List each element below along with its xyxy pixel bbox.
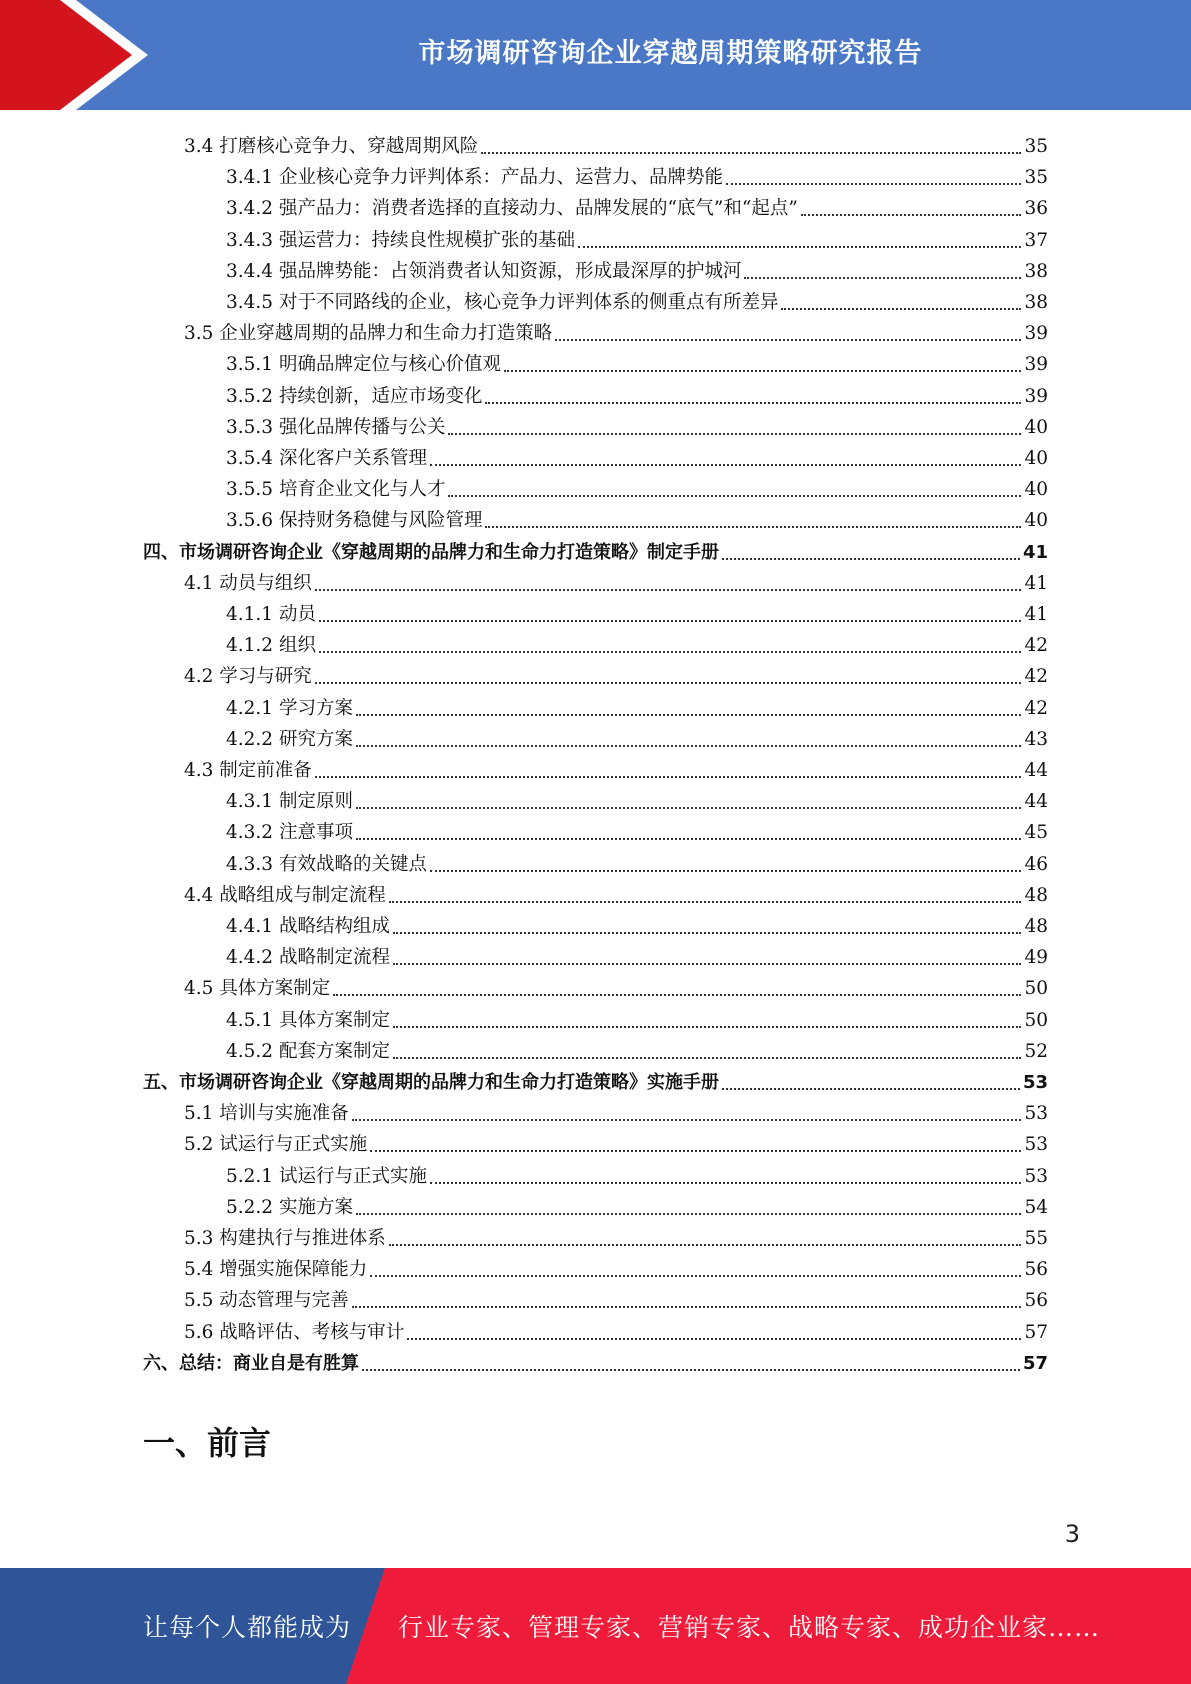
toc-entry[interactable] — [226, 1158, 1048, 1189]
toc-entry-title: 5.2.1 试运行与正式实施 — [226, 1165, 427, 1187]
toc-dot-leader — [722, 1082, 1020, 1090]
toc-dot-leader — [315, 583, 1022, 591]
toc-entry-page: 39 — [1024, 385, 1048, 407]
toc-entry[interactable] — [184, 565, 1048, 596]
page-header — [0, 0, 1191, 110]
toc-entry-title: 3.4.4 强品牌势能：占领消费者认知资源，形成最深厚的护城河 — [226, 260, 742, 282]
toc-dot-leader — [393, 1020, 1021, 1028]
footer-slogan-left: 让每个人都能成为 — [143, 1613, 352, 1642]
toc-entry-page: 48 — [1024, 884, 1048, 906]
toc-entry[interactable] — [226, 690, 1048, 721]
toc-entry-title: 4.3.1 制定原则 — [226, 791, 353, 813]
toc-entry-title: 4.2.1 学习方案 — [226, 697, 353, 719]
toc-dot-leader — [448, 427, 1021, 435]
toc-dot-leader — [726, 177, 1021, 185]
toc-entry[interactable] — [226, 159, 1048, 190]
toc-entry-title: 4.3.2 注意事项 — [226, 822, 353, 844]
toc-entry[interactable] — [184, 1220, 1048, 1251]
toc-entry[interactable] — [143, 1345, 1048, 1376]
toc-entry-title: 4.4.1 战略结构组成 — [226, 916, 390, 937]
toc-dot-leader — [485, 520, 1021, 528]
toc-entry-title: 3.5.1 明确品牌定位与核心价值观 — [226, 354, 501, 376]
toc-entry[interactable] — [143, 534, 1048, 565]
toc-entry[interactable] — [226, 627, 1048, 658]
toc-entry-page: 52 — [1024, 1040, 1048, 1062]
toc-entry-title: 六、总结：商业自是有胜算 — [143, 1352, 359, 1374]
toc-entry[interactable] — [226, 1189, 1048, 1220]
toc-dot-leader — [356, 739, 1022, 747]
toc-entry[interactable] — [226, 939, 1048, 970]
toc-dot-leader — [393, 957, 1021, 965]
toc-dot-leader — [356, 708, 1022, 716]
toc-entry-title: 3.4.2 强产品力：消费者选择的直接动力、品牌发展的“底气”和“起点” — [226, 198, 798, 220]
toc-dot-leader — [352, 1113, 1022, 1121]
toc-entry-title: 4.5.1 具体方案制定 — [226, 1009, 390, 1031]
toc-entry[interactable] — [226, 596, 1048, 627]
toc-entry-page: 39 — [1024, 354, 1048, 376]
toc-entry[interactable] — [184, 1314, 1048, 1345]
toc-entry-page: 42 — [1024, 697, 1048, 719]
toc-entry-page: 40 — [1024, 510, 1048, 532]
toc-entry[interactable] — [226, 1033, 1048, 1064]
toc-dot-leader — [430, 1176, 1021, 1184]
toc-entry-page: 41 — [1022, 541, 1048, 563]
toc-entry-page: 53 — [1024, 1103, 1048, 1125]
toc-entry[interactable] — [184, 315, 1048, 346]
toc-dot-leader — [485, 396, 1021, 404]
toc-entry-title: 4.4.2 战略制定流程 — [226, 947, 390, 969]
toc-entry-page: 42 — [1024, 635, 1048, 657]
toc-entry[interactable] — [184, 1282, 1048, 1313]
toc-dot-leader — [352, 1300, 1022, 1308]
toc-entry[interactable] — [226, 908, 1048, 939]
toc-entry-title: 4.3 制定前准备 — [184, 760, 312, 781]
toc-dot-leader — [356, 801, 1022, 809]
toc-entry-title: 5.6 战略评估、考核与审计 — [184, 1321, 405, 1343]
toc-entry-title: 3.5.4 深化客户关系管理 — [226, 448, 427, 469]
toc-dot-leader — [393, 926, 1021, 934]
toc-entry[interactable] — [226, 783, 1048, 814]
toc-dot-leader — [555, 333, 1021, 341]
toc-entry-title: 5.1 培训与实施准备 — [184, 1103, 349, 1125]
toc-entry[interactable] — [226, 471, 1048, 502]
toc-entry-page: 55 — [1024, 1228, 1048, 1249]
toc-entry-page: 37 — [1024, 229, 1048, 251]
toc-entry-title: 5.4 增强实施保障能力 — [184, 1259, 368, 1281]
toc-entry-title: 3.5.5 培育企业文化与人才 — [226, 479, 446, 501]
toc-dot-leader — [362, 1363, 1020, 1371]
toc-entry-title: 3.4.1 企业核心竞争力评判体系：产品力、运营力、品牌势能 — [226, 167, 723, 189]
toc-entry[interactable] — [226, 409, 1048, 440]
page-number: 3 — [1064, 1520, 1080, 1548]
toc-entry[interactable] — [226, 222, 1048, 253]
toc-entry-page: 41 — [1024, 604, 1048, 625]
toc-entry-title: 3.5 企业穿越周期的品牌力和生命力打造策略 — [184, 323, 553, 345]
toc-entry[interactable] — [226, 440, 1048, 471]
toc-entry-page: 53 — [1024, 1134, 1048, 1156]
header-title: 市场调研咨询企业穿越周期策略研究报告 — [418, 37, 923, 69]
toc-entry-page: 44 — [1024, 791, 1048, 813]
toc-entry-title: 4.5.2 配套方案制定 — [226, 1040, 390, 1062]
toc-entry-page: 39 — [1024, 323, 1048, 345]
toc-entry-title: 3.4.5 对于不同路线的企业，核心竞争力评判体系的侧重点有所差异 — [226, 292, 779, 313]
toc-entry[interactable] — [226, 253, 1048, 284]
toc-entry[interactable] — [226, 1002, 1048, 1033]
toc-entry-page: 57 — [1024, 1321, 1048, 1343]
toc-entry-page: 57 — [1022, 1352, 1048, 1374]
toc-entry-page: 42 — [1024, 666, 1048, 688]
toc-entry-title: 3.5.2 持续创新，适应市场变化 — [226, 385, 483, 407]
toc-dot-leader — [356, 1207, 1022, 1215]
toc-dot-leader — [430, 864, 1021, 872]
toc-entry-title: 4.3.3 有效战略的关键点 — [226, 853, 427, 875]
toc-entry[interactable] — [184, 1126, 1048, 1157]
toc-entry-title: 4.5 具体方案制定 — [184, 978, 331, 1000]
toc-entry-page: 41 — [1024, 572, 1048, 594]
toc-entry-title: 五、市场调研咨询企业《穿越周期的品牌力和生命力打造策略》实施手册 — [143, 1072, 719, 1093]
toc-dot-leader — [370, 1269, 1021, 1277]
toc-entry-page: 35 — [1024, 167, 1048, 189]
toc-entry[interactable] — [226, 502, 1048, 533]
toc-entry-title: 4.1 动员与组织 — [184, 572, 312, 594]
toc-entry-page: 54 — [1024, 1196, 1048, 1218]
toc-dot-leader — [319, 645, 1022, 653]
toc-entry-title: 4.1.2 组织 — [226, 635, 316, 657]
toc-entry-page: 44 — [1024, 760, 1048, 781]
toc-dot-leader — [370, 1144, 1021, 1152]
toc-dot-leader — [315, 676, 1022, 684]
toc-dot-leader — [504, 364, 1021, 372]
toc-entry[interactable] — [143, 1064, 1048, 1095]
toc-entry[interactable] — [226, 346, 1048, 377]
toc-entry-title: 4.4 战略组成与制定流程 — [184, 884, 386, 906]
toc-entry-title: 3.4 打磨核心竞争力、穿越周期风险 — [184, 136, 479, 157]
toc-dot-leader — [319, 614, 1022, 622]
toc-entry[interactable] — [226, 190, 1048, 221]
toc-entry[interactable] — [184, 1251, 1048, 1282]
toc-entry-page: 53 — [1024, 1165, 1048, 1187]
toc-entry-title: 5.3 构建执行与推进体系 — [184, 1228, 386, 1249]
toc-dot-leader — [389, 895, 1022, 903]
toc-entry-page: 36 — [1024, 198, 1048, 220]
toc-dot-leader — [407, 1332, 1021, 1340]
section-heading: 一、前言 — [143, 1424, 272, 1462]
toc-dot-leader — [430, 458, 1021, 466]
toc-entry-title: 3.5.6 保持财务稳健与风险管理 — [226, 510, 483, 532]
toc-entry-page: 35 — [1024, 136, 1048, 157]
toc-dot-leader — [801, 208, 1022, 216]
toc-entry-title: 3.5.3 强化品牌传播与公关 — [226, 416, 446, 438]
toc-entry[interactable] — [226, 814, 1048, 845]
toc-dot-leader — [781, 302, 1021, 310]
toc-entry-page: 45 — [1024, 822, 1048, 844]
toc-entry[interactable] — [226, 721, 1048, 752]
toc-entry-page: 40 — [1024, 416, 1048, 438]
toc-dot-leader — [481, 146, 1021, 154]
toc-entry-page: 48 — [1024, 916, 1048, 937]
toc-entry-page: 46 — [1024, 853, 1048, 875]
page-footer — [0, 1568, 1191, 1684]
toc-entry[interactable] — [184, 1095, 1048, 1126]
toc-entry-title: 5.5 动态管理与完善 — [184, 1290, 349, 1312]
toc-entry[interactable] — [184, 970, 1048, 1001]
toc-entry-title: 4.1.1 动员 — [226, 604, 316, 625]
toc-entry-page: 38 — [1024, 292, 1048, 313]
toc-entry-page: 38 — [1024, 260, 1048, 282]
toc-entry-title: 四、市场调研咨询企业《穿越周期的品牌力和生命力打造策略》制定手册 — [143, 541, 719, 563]
toc-entry-page: 49 — [1024, 947, 1048, 969]
toc-entry-title: 5.2.2 实施方案 — [226, 1196, 353, 1218]
toc-entry-page: 50 — [1024, 978, 1048, 1000]
toc-entry-title: 4.2 学习与研究 — [184, 666, 312, 688]
toc-dot-leader — [578, 240, 1021, 248]
toc-dot-leader — [389, 1238, 1022, 1246]
toc-entry-page: 40 — [1024, 448, 1048, 469]
toc-entry[interactable] — [226, 378, 1048, 409]
toc-entry[interactable] — [226, 846, 1048, 877]
toc-dot-leader — [393, 1051, 1021, 1059]
toc-dot-leader — [448, 489, 1021, 497]
toc-entry[interactable] — [184, 752, 1048, 783]
toc-entry[interactable] — [184, 128, 1048, 159]
footer-slogan-right: 行业专家、管理专家、营销专家、战略专家、成功企业家…… — [398, 1613, 1101, 1642]
toc-entry-title: 4.2.2 研究方案 — [226, 728, 353, 750]
toc-entry[interactable] — [226, 284, 1048, 315]
toc-dot-leader — [356, 832, 1022, 840]
toc-entry-page: 43 — [1024, 728, 1048, 750]
toc-dot-leader — [333, 988, 1021, 996]
toc-entry-title: 3.4.3 强运营力：持续良性规模扩张的基础 — [226, 229, 575, 251]
toc-entry-page: 50 — [1024, 1009, 1048, 1031]
toc-entry-page: 40 — [1024, 479, 1048, 501]
toc-dot-leader — [315, 770, 1022, 778]
toc-dot-leader — [722, 552, 1020, 560]
toc-entry-page: 56 — [1024, 1259, 1048, 1281]
toc-entry-page: 56 — [1024, 1290, 1048, 1312]
toc-entry[interactable] — [184, 658, 1048, 689]
toc-entry[interactable] — [184, 877, 1048, 908]
toc-entry-title: 5.2 试运行与正式实施 — [184, 1134, 368, 1156]
toc-dot-leader — [744, 271, 1021, 279]
toc-entry-page: 53 — [1022, 1072, 1048, 1093]
